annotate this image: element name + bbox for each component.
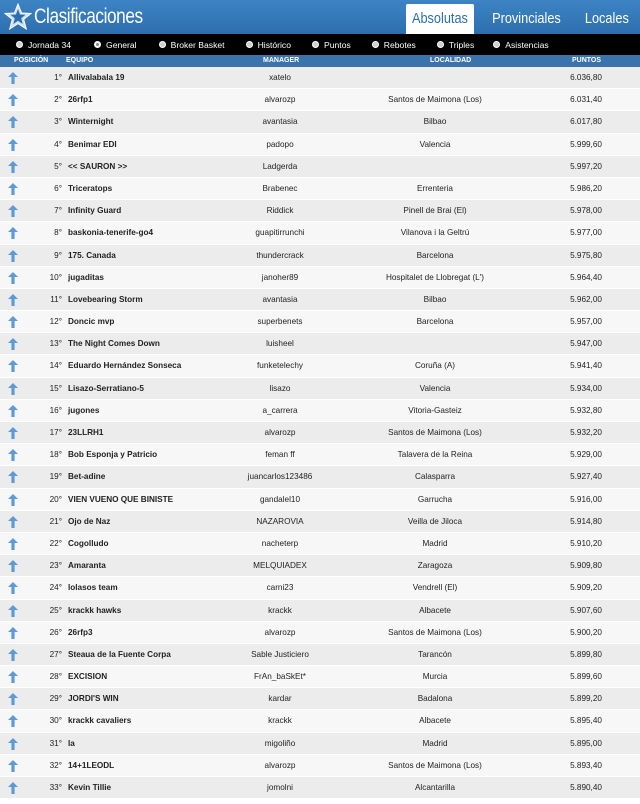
filter-label: Histórico [257,39,292,50]
radio-icon[interactable] [159,41,166,48]
row-points: 6.036,80 [570,73,602,82]
radio-icon[interactable] [246,41,253,48]
filter-rebotes[interactable] [372,40,416,50]
column-points: PUNTOS [572,57,602,64]
table-row [0,777,640,799]
tab-locales[interactable]: Locales [585,10,630,27]
table-row [0,378,640,400]
table-row [0,422,640,444]
row-position: 5° [54,161,62,171]
row-points: 5.909,20 [570,583,602,593]
row-points: 5.957,00 [570,317,602,327]
row-manager[interactable]: xatelo [269,73,291,82]
table-row [0,267,640,289]
row-locality: Vitoria-Gasteiz [408,405,462,415]
row-team[interactable]: Steaua de la Fuente Corpa [68,649,171,659]
row-points: 5.899,60 [570,672,602,682]
row-position: 9° [54,250,62,260]
row-manager[interactable]: superbenets [257,317,303,327]
row-points: 5.909,80 [570,561,602,571]
ranking-table [0,67,640,799]
row-position: 2° [54,95,62,105]
table-row [0,355,640,377]
row-points: 5.977,00 [570,228,602,238]
table-row [0,289,640,311]
row-points: 5.893,40 [570,760,602,770]
row-points: 5.962,00 [570,294,602,304]
arrow-up-icon[interactable] [8,582,18,594]
row-position: 33° [49,783,62,792]
arrow-up-icon[interactable] [8,627,18,639]
arrow-up-icon[interactable] [8,760,18,772]
row-position: 26° [49,627,62,637]
arrow-up-icon[interactable] [8,316,18,328]
table-row [0,444,640,466]
star-icon [4,3,32,31]
row-locality: Bilbao [423,117,447,127]
row-position: 30° [49,716,62,726]
arrow-up-icon[interactable] [8,294,18,306]
row-position: 6° [54,183,62,193]
table-row [0,710,640,732]
column-manager: MANAGER [263,57,300,64]
row-team[interactable]: Infinity Guard [68,206,122,216]
row-points: 5.941,40 [570,361,602,371]
arrow-up-icon[interactable] [8,538,18,550]
row-position: 11° [50,294,62,304]
row-position: 32° [49,760,62,770]
row-position: 28° [49,672,62,682]
table-row [0,533,640,555]
row-team[interactable]: Triceratops [68,183,113,193]
tab-absolutas[interactable]: Absolutas [406,4,474,34]
row-team[interactable]: 26rfp1 [68,95,93,105]
row-team[interactable]: << SAURON >> [68,161,128,171]
row-locality: Calasparra [414,472,456,482]
arrow-up-icon[interactable] [8,427,18,439]
table-row [0,200,640,222]
row-position: 20° [49,494,62,504]
row-manager[interactable]: lisazo [269,383,291,393]
filter-asistencias[interactable] [493,40,548,50]
filter-label: Asistencias [505,39,549,50]
row-points: 5.899,20 [570,694,602,704]
table-row [0,178,640,200]
table-row [0,156,640,178]
column-team: EQUIPO [66,57,94,64]
table-row [0,311,640,333]
row-position: 24° [49,583,62,593]
row-points: 5.929,00 [570,450,602,460]
table-row [0,733,640,755]
row-points: 5.932,20 [570,428,602,437]
table-row [0,111,640,133]
page-title: Clasificaciones [34,5,143,28]
row-team[interactable]: baskonia-tenerife-go4 [68,228,154,238]
radio-icon[interactable] [312,41,319,48]
table-row [0,245,640,267]
row-team[interactable]: jugaditas [68,272,104,282]
row-manager[interactable]: avantasia [262,117,298,127]
row-locality: Valencia [419,139,451,149]
arrow-up-icon[interactable] [8,649,18,661]
header-bar [0,0,640,34]
arrow-up-icon[interactable] [8,405,18,417]
arrow-up-icon[interactable] [8,494,18,506]
arrow-up-icon[interactable] [8,205,18,217]
row-manager[interactable]: alvarozp [264,428,296,437]
row-position: 7° [54,206,62,216]
filter-broker-basket[interactable] [159,40,225,50]
row-locality: Santos de Maimona (Los) [388,627,482,637]
row-locality: Bilbao [423,294,447,304]
row-manager[interactable]: funketelechy [257,361,303,371]
row-team[interactable]: Eduardo Hernández Sonseca [68,361,182,371]
row-points: 5.916,00 [570,494,602,504]
row-points: 5.914,80 [570,516,602,526]
arrow-up-icon[interactable] [8,183,18,195]
row-team[interactable]: Kevin Tillie [68,783,112,792]
row-manager[interactable]: guapitirrunchi [255,228,305,238]
row-manager[interactable]: luisheel [266,339,294,349]
row-points: 5.934,00 [570,383,602,393]
radio-checked-icon[interactable] [94,41,101,48]
table-row [0,644,640,666]
arrow-up-icon[interactable] [8,738,18,750]
arrow-up-icon[interactable] [8,139,18,151]
row-team[interactable]: Lovebearing Storm [68,294,143,304]
row-manager[interactable]: NAZAROVIA [256,516,304,526]
filter-triples[interactable] [437,40,474,50]
row-manager[interactable]: thundercrack [256,250,304,260]
arrow-up-icon[interactable] [8,560,18,572]
row-points: 5.895,40 [570,716,602,726]
row-points: 5.997,20 [570,161,602,171]
row-manager[interactable]: Sable Justiciero [251,649,309,659]
row-manager[interactable]: alvarozp [264,760,296,770]
row-locality: Coruña (A) [414,361,456,371]
row-team[interactable]: Doncic mvp [68,317,115,327]
filter-bar [0,34,640,55]
table-row [0,466,640,488]
row-manager[interactable]: juancarlos123486 [247,472,313,482]
row-points: 6.031,40 [570,95,602,105]
row-locality: Alcantarilla [414,783,456,792]
row-locality: Badalona [417,694,453,704]
filter-label: Broker Basket [170,39,225,50]
table-row [0,600,640,622]
row-points: 5.975,80 [570,250,602,260]
row-position: 1° [54,73,62,82]
row-position: 3° [54,117,62,127]
row-locality: Tarancón [418,649,452,659]
table-row [0,755,640,777]
row-team[interactable]: krackk cavaliers [68,716,132,726]
row-position: 21° [49,516,62,526]
filter-label: Jornada 34 [28,39,72,50]
row-position: 8° [54,228,62,238]
radio-icon[interactable] [372,41,379,48]
row-points: 5.895,00 [570,738,602,748]
filter-label: Rebotes [383,39,416,50]
ranking-tabs [400,0,640,34]
row-team[interactable]: Amaranta [68,561,106,571]
arrow-up-icon[interactable] [8,471,18,483]
row-team[interactable]: Ojo de Naz [68,516,111,526]
arrow-up-icon[interactable] [8,161,18,173]
row-position: 4° [54,139,62,149]
row-points: 5.978,00 [570,206,602,216]
row-locality: Santos de Maimona (Los) [388,760,482,770]
row-position: 17° [49,428,62,437]
row-points: 6.017,80 [570,117,602,127]
row-position: 25° [49,605,62,615]
row-position: 10° [49,272,62,282]
row-manager[interactable]: krackk [268,605,292,615]
row-position: 18° [49,450,62,460]
row-points: 5.964,40 [570,272,602,282]
row-team[interactable]: Lisazo-Serratiano-5 [68,383,144,393]
row-manager[interactable]: krackk [268,716,292,726]
row-locality: Vendrell (El) [412,583,458,593]
row-locality: Vilanova i la Geltrú [400,228,470,238]
row-team[interactable]: Cogolludo [68,538,109,548]
arrow-up-icon[interactable] [8,227,18,239]
row-manager[interactable]: MELQUIADEX [253,561,307,571]
radio-icon[interactable] [16,41,23,48]
row-points: 5.900,20 [570,627,602,637]
table-row [0,67,640,89]
row-manager[interactable]: a_carrera [262,405,298,415]
row-points: 5.986,20 [570,183,602,193]
row-team[interactable]: Allivalabala 19 [68,73,125,82]
filter-general[interactable] [94,40,137,50]
arrow-up-icon[interactable] [8,338,18,350]
table-row [0,622,640,644]
row-position: 31° [49,738,62,748]
arrow-up-icon[interactable] [8,94,18,106]
row-locality: Albacete [419,716,451,726]
row-team[interactable]: EXCISION [68,672,108,682]
row-team[interactable]: 175. Canada [68,250,116,260]
row-team[interactable]: Bet-adine [68,472,106,482]
row-points: 5.890,40 [570,783,602,792]
row-locality: Zaragoza [417,561,453,571]
arrow-up-icon[interactable] [8,782,18,794]
arrow-up-icon[interactable] [8,715,18,727]
arrow-up-icon[interactable] [8,605,18,617]
row-team[interactable]: Winternight [68,117,114,127]
row-position: 27° [49,649,62,659]
arrow-up-icon[interactable] [8,383,18,395]
row-position: 13° [49,339,62,349]
row-locality: Hospitalet de Llobregat (L') [385,272,485,282]
row-manager[interactable]: migoliño [264,738,296,748]
row-team[interactable]: Bob Esponja y Patricio [68,450,158,460]
row-locality: Madrid [422,738,448,748]
arrow-up-icon[interactable] [8,693,18,705]
row-position: 15° [49,383,62,393]
row-locality: Albacete [419,605,451,615]
row-manager[interactable]: gandalel10 [259,494,301,504]
row-team[interactable]: 14+1LEODL [68,760,115,770]
row-team[interactable]: JORDI'S WIN [68,694,119,704]
row-locality: Barcelona [416,250,454,260]
row-manager[interactable]: Ladgerda [262,161,298,171]
table-header [0,55,640,67]
arrow-up-icon[interactable] [8,516,18,528]
row-locality: Errenteria [417,183,453,193]
row-position: 16° [49,405,62,415]
row-points: 5.927,40 [570,472,602,482]
row-position: 23° [49,561,62,571]
row-manager[interactable]: feman ff [265,450,295,460]
table-row [0,333,640,355]
row-team[interactable]: VIEN VUENO QUE BINISTE [68,494,174,504]
row-locality: Barcelona [416,317,454,327]
arrow-up-icon[interactable] [8,671,18,683]
row-team[interactable]: 23LLRH1 [68,428,104,437]
table-row [0,577,640,599]
table-row [0,222,640,244]
row-manager[interactable]: carni23 [266,583,294,593]
arrow-up-icon[interactable] [8,116,18,128]
row-manager[interactable]: jomolni [267,783,293,792]
row-locality: Pinell de Brai (El) [403,206,467,216]
table-row [0,555,640,577]
arrow-up-icon[interactable] [8,72,18,84]
row-manager[interactable]: kardar [268,694,292,704]
row-manager[interactable]: Brabenec [262,183,298,193]
row-points: 5.899,80 [570,649,602,659]
row-locality: Valencia [419,383,451,393]
filter-historico[interactable] [246,40,291,50]
row-manager[interactable]: avantasia [262,294,298,304]
table-row [0,400,640,422]
arrow-up-icon[interactable] [8,360,18,372]
table-row [0,688,640,710]
row-points: 5.907,60 [570,605,602,615]
row-manager[interactable]: alvarozp [264,95,296,105]
column-position: POSICIÓN [14,57,49,64]
row-points: 5.932,80 [570,405,602,415]
row-team[interactable]: krackk hawks [68,605,122,615]
row-locality: Santos de Maimona (Los) [388,428,482,437]
row-position: 22° [49,538,62,548]
row-team[interactable]: jugones [68,405,100,415]
row-team[interactable]: lolasos team [68,583,118,593]
filter-label: General [106,39,137,50]
row-manager[interactable]: janoher89 [261,272,299,282]
row-position: 14° [49,361,62,371]
row-locality: Madrid [422,538,448,548]
row-points: 5.947,00 [570,339,602,349]
row-manager[interactable]: nacheterp [261,538,299,548]
row-locality: Talavera de la Reina [397,450,473,460]
radio-icon[interactable] [437,41,444,48]
row-locality: Murcia [422,672,448,682]
filter-label: Triples [448,39,475,50]
table-row [0,489,640,511]
row-team[interactable]: The Night Comes Down [68,339,160,349]
row-manager[interactable]: padopo [266,139,294,149]
filter-puntos[interactable] [312,40,351,50]
table-row [0,666,640,688]
arrow-up-icon[interactable] [8,250,18,262]
arrow-up-icon[interactable] [8,449,18,461]
row-team[interactable]: Benimar EDI [68,139,117,149]
column-locality: LOCALIDAD [430,57,472,64]
arrow-up-icon[interactable] [8,272,18,284]
row-points: 5.999,60 [570,139,602,149]
table-row [0,511,640,533]
row-team[interactable]: 26rfp3 [68,627,93,637]
row-locality: Garrucha [417,494,453,504]
row-position: 29° [49,694,62,704]
row-points: 5.910,20 [570,538,602,548]
radio-icon[interactable] [493,41,500,48]
row-locality: Veilla de Jiloca [407,516,463,526]
tab-provinciales[interactable]: Provinciales [492,10,562,27]
filter-jornada[interactable] [16,40,71,50]
row-locality: Santos de Maimona (Los) [388,95,482,105]
row-manager[interactable]: FrAn_baSkEt* [254,672,306,682]
table-row [0,134,640,156]
row-manager[interactable]: Riddick [266,206,294,216]
row-manager[interactable]: alvarozp [264,627,296,637]
row-position: 19° [49,472,62,482]
filter-label: Puntos [324,39,351,50]
row-position: 12° [49,317,62,327]
table-row [0,89,640,111]
row-team[interactable]: la [68,738,75,748]
